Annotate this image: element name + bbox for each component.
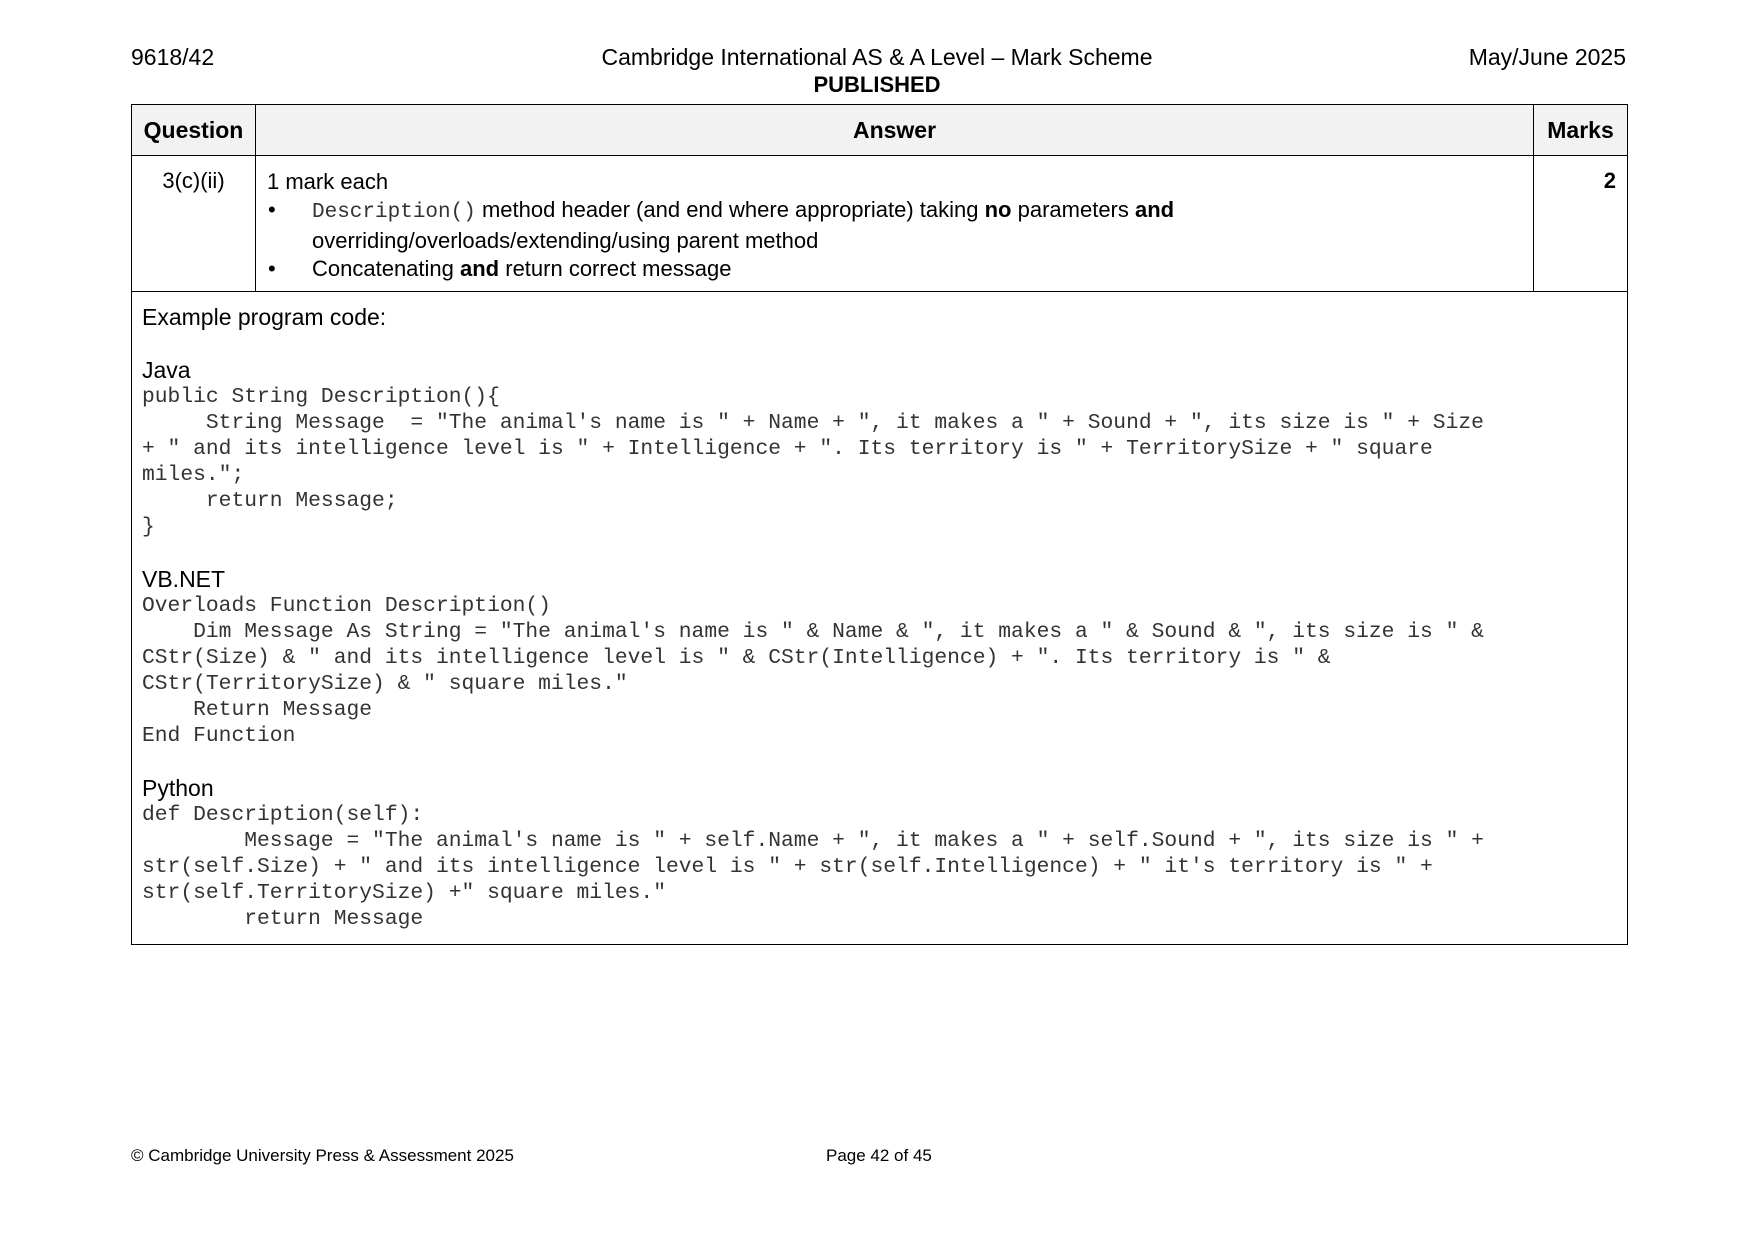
java-label: Java: [142, 357, 191, 383]
list-item: [267, 255, 1523, 283]
vbnet-code-block: Overloads Function Description() Dim Message As String = "The animal's name is " & Name & ", it makes a " & Sound & ", its size is " & CStr(Size) & " and its intelligence level is " & CStr(Intelligence) + ". Its territory is " & CStr(TerritorySize) & " square miles." Return Message End Function: [142, 594, 1484, 748]
bold-no: no: [984, 197, 1012, 222]
exam-session: May/June 2025: [1468, 44, 1626, 70]
example-cell: [132, 292, 1628, 945]
code-inline: Description(): [312, 201, 476, 224]
marks-header: Marks: [1534, 105, 1628, 156]
bullet-text: [312, 196, 1174, 255]
answer-intro: 1 mark each: [267, 169, 389, 194]
title-text: Cambridge International AS & A Level – Mark Scheme: [601, 44, 1153, 70]
bullet-icon: •: [268, 197, 276, 222]
marks-value: 2: [1534, 156, 1628, 292]
question-number: 3(c)(ii): [132, 156, 256, 292]
bullet-text-part: parameters: [1011, 197, 1135, 222]
answer-header: Answer: [256, 105, 1534, 156]
bold-and: and: [460, 256, 500, 281]
bullet-icon: •: [268, 256, 276, 281]
example-heading: Example program code:: [142, 304, 387, 330]
example-row: [132, 292, 1628, 945]
table-row: [132, 156, 1628, 292]
paper-code: 9618/42: [131, 44, 215, 70]
question-header: Question: [132, 105, 256, 156]
page-number: Page 42 of 45: [826, 1146, 932, 1165]
list-item: [267, 196, 1523, 255]
bullet-text-part: overriding/overloads/extending/using parent method: [312, 228, 819, 253]
python-label: Python: [142, 775, 214, 801]
java-code-block: public String Description(){ String Message = "The animal's name is " + Name + ", it makes a " + Sound + ", its size is " + Size + " and its intelligence level is " + Intelligence + ". Its territory is " + TerritorySize + " square miles."; return Message; }: [142, 385, 1484, 539]
mark-scheme-table: [131, 104, 1628, 945]
vbnet-label: VB.NET: [142, 566, 226, 592]
published-label: PUBLISHED: [813, 72, 941, 97]
table-header-row: [132, 105, 1628, 156]
bold-and: and: [1135, 197, 1175, 222]
copyright-notice: © Cambridge University Press & Assessment 2025: [131, 1146, 514, 1165]
bullet-text-part: Concatenating: [312, 256, 460, 281]
bullet-text-part: return correct message: [499, 256, 732, 281]
bullet-text: [312, 255, 731, 283]
python-code-block: def Description(self): Message = "The animal's name is " + self.Name + ", it makes a " + self.Sound + ", its size is " + str(self.Size) + " and its intelligence level is " + str(self.Intelligence) + " it's territory is " + str(self.TerritorySize) +" square miles." return Message: [142, 803, 1484, 931]
bullet-text-part: method header (and end where appropriate) taking: [475, 197, 985, 222]
answer-cell: [256, 156, 1534, 292]
